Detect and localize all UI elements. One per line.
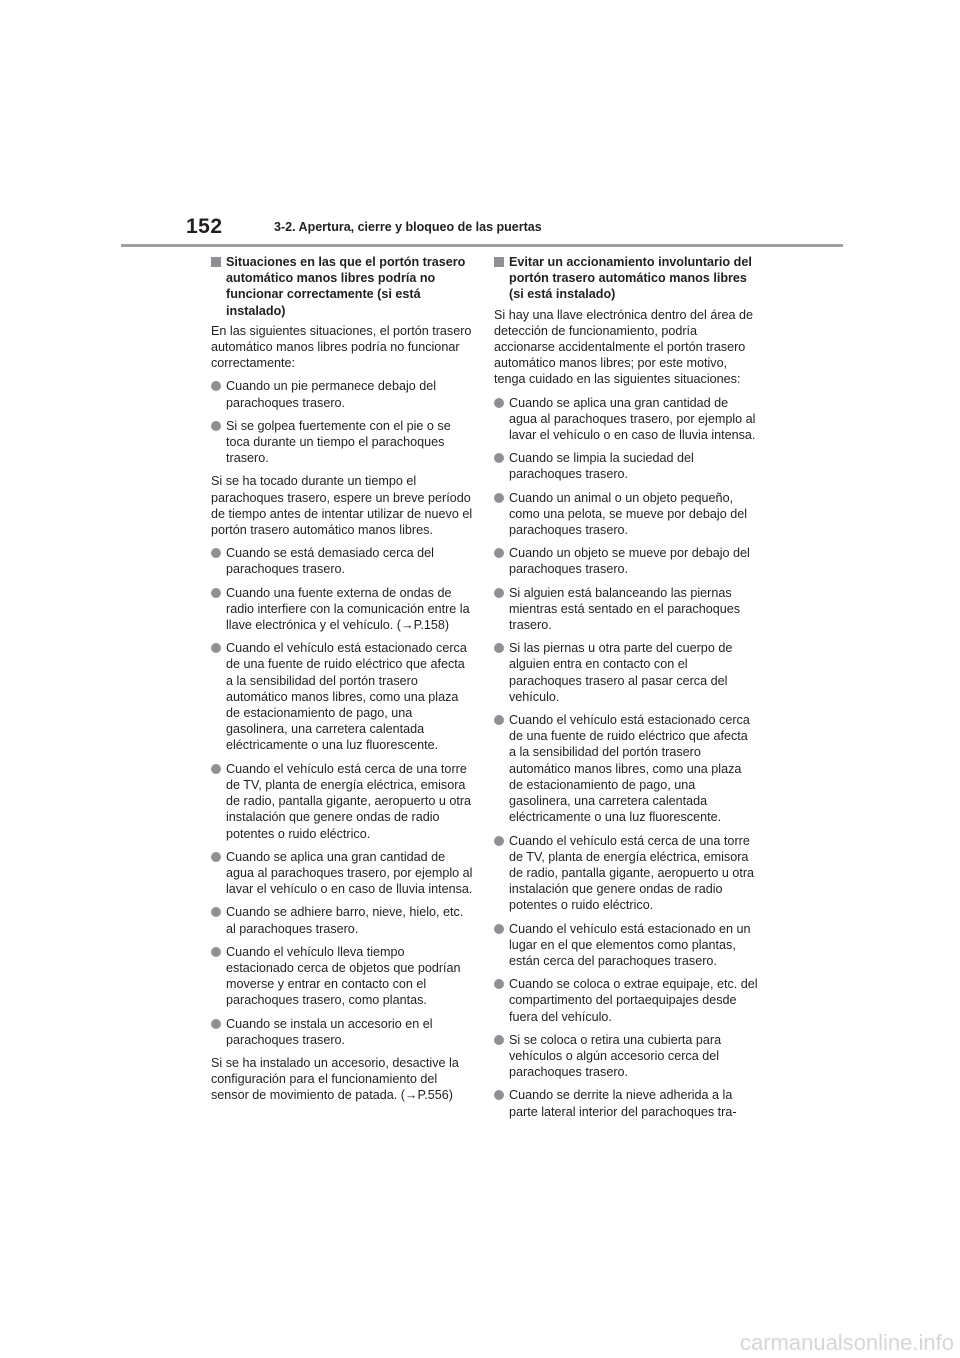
chapter-title: 3-2. Apertura, cierre y bloqueo de las puertas [274,220,542,234]
list-item [211,904,475,936]
list-item [494,395,758,444]
right-column [494,254,758,1127]
header-divider [121,244,843,247]
section-heading [494,254,758,303]
section-heading-text: Situaciones en las que el portón trasero automático manos libres podría no funcionar correctamente (si está instalado) [226,255,466,318]
list-item [494,640,758,705]
round-bullet-icon [494,715,504,725]
item-text: Si se coloca o retira una cubierta para vehículos o algún accesorio cerca del parachoques trasero. [509,1032,722,1080]
left-column [211,254,475,1111]
list-item [494,585,758,634]
item-text: Cuando el vehículo está estacionado cerca de una fuente de ruido eléctrico que afecta a la sensibilidad del portón trasero automático manos libres, como una plaza de estacionamiento de pago, una gasolinera, una carretera calentada eléctricamente o una luz fluorescente. [226,641,467,753]
item-text: Cuando se está demasiado cerca del parachoques trasero. [226,546,434,577]
list-item [494,712,758,825]
item-text: Si las piernas u otra parte del cuerpo de alguien entra en contacto con el parachoques trasero al pasar cerca del vehículo. [509,641,733,704]
round-bullet-icon [494,1035,504,1045]
note-paragraph [211,473,475,538]
list-item [211,378,475,410]
list-item [494,450,758,482]
bullet-list [211,378,475,1103]
item-text: Cuando una fuente externa de ondas de radio interfiere con la comunicación entre la llave electrónica y el vehículo. (→P.158) [226,585,470,633]
round-bullet-icon [494,643,504,653]
item-text: Cuando se aplica una gran cantidad de agua al parachoques trasero, por ejemplo al lavar el vehículo o en caso de lluvia intensa. [226,849,473,897]
list-item [494,976,758,1025]
list-item [211,761,475,842]
item-text: Cuando un pie permanece debajo del parachoques trasero. [226,379,437,410]
list-item [211,545,475,577]
item-text: Si alguien está balanceando las piernas mientras está sentado en el parachoques trasero. [509,585,741,633]
list-item [494,1087,758,1119]
intro-paragraph: En las siguientes situaciones, el portón trasero automático manos libres podría no funcionar correctamente: [211,323,472,371]
square-bullet-icon [211,257,221,267]
round-bullet-icon [494,1090,504,1100]
item-text: Si se golpea fuertemente con el pie o se toca durante un tiempo el parachoques trasero. [226,418,451,466]
list-item [211,640,475,753]
square-bullet-icon [494,257,504,267]
item-text: Si se ha tocado durante un tiempo el parachoques trasero, espere un breve período de tiempo antes de intentar utilizar de nuevo el portón trasero automático manos libres. [211,474,473,538]
round-bullet-icon [494,924,504,934]
watermark-link[interactable]: carmanualsonline.info [739,1330,954,1355]
section-heading-text: Evitar un accionamiento involuntario del portón trasero automático manos libres (si está instalado) [509,255,752,302]
round-bullet-icon [211,764,221,774]
item-text: Cuando un animal o un objeto pequeño, como una pelota, se mueve por debajo del parachoques trasero. [509,490,748,538]
round-bullet-icon [211,643,221,653]
item-text: Cuando el vehículo está cerca de una torre de TV, planta de energía eléctrica, emisora de radio, pantalla gigante, aeropuerto u otra instalación que genere ondas de radio potentes o ruido eléctrico. [509,833,755,913]
list-item [494,490,758,539]
item-text: Cuando se derrite la nieve adherida a la parte lateral interior del parachoques tra- [509,1088,737,1119]
round-bullet-icon [494,979,504,989]
round-bullet-icon [211,421,221,431]
round-bullet-icon [211,381,221,391]
intro-paragraph: Si hay una llave electrónica dentro del área de detección de funcionamiento, podría accionarse accidentalmente el portón trasero automático manos libres; por este motivo, tenga cuidado en las siguientes situaciones: [494,307,754,387]
round-bullet-icon [494,548,504,558]
bullet-list [494,395,758,1120]
page-header [0,0,960,250]
item-text: Cuando se limpia la suciedad del parachoques trasero. [509,451,694,482]
round-bullet-icon [211,947,221,957]
list-item [211,849,475,898]
round-bullet-icon [211,1019,221,1029]
round-bullet-icon [494,398,504,408]
list-item [494,1032,758,1081]
item-text: Cuando el vehículo está estacionado en un lugar en el que elementos como plantas, están cerca del parachoques trasero. [509,921,751,968]
page-number: 152 [186,215,223,238]
round-bullet-icon [494,493,504,503]
list-item [211,418,475,467]
round-bullet-icon [211,588,221,598]
item-text: Cuando se instala un accesorio en el parachoques trasero. [226,1016,433,1047]
item-text: Cuando se coloca o extrae equipaje, etc. del compartimento del portaequipajes desde fuera del vehículo. [509,977,758,1024]
round-bullet-icon [494,836,504,846]
item-text: Cuando se adhiere barro, nieve, hielo, etc. al parachoques trasero. [226,905,464,936]
list-item [211,1016,475,1048]
list-item [494,833,758,914]
round-bullet-icon [494,588,504,598]
item-text: Si se ha instalado un accesorio, desactive la configuración para el funcionamiento del sensor de movimiento de patada. (→P.556) [211,1055,459,1103]
item-text: Cuando un objeto se mueve por debajo del parachoques trasero. [509,546,750,577]
list-item [211,944,475,1009]
item-text: Cuando el vehículo está estacionado cerca de una fuente de ruido eléctrico que afecta a la sensibilidad del portón trasero automático manos libres, como una plaza de estacionamiento de pago, una gasolinera, una carretera calentada eléctricamente o una luz fluorescente. [509,713,750,825]
item-text: Cuando el vehículo lleva tiempo estacionado cerca de objetos que podrían moverse y entrar en contacto con el parachoques trasero, como plantas. [226,944,461,1008]
round-bullet-icon [211,852,221,862]
list-item [211,585,475,634]
round-bullet-icon [494,453,504,463]
item-text: Cuando el vehículo está cerca de una torre de TV, planta de energía eléctrica, emisora de radio, pantalla gigante, aeropuerto u otra instalación que genere ondas de radio potentes o ruido eléctrico. [226,761,472,841]
section-heading [211,254,475,319]
round-bullet-icon [211,907,221,917]
list-item [494,545,758,577]
note-paragraph [211,1055,475,1104]
item-text: Cuando se aplica una gran cantidad de agua al parachoques trasero, por ejemplo al lavar el vehículo o en caso de lluvia intensa. [509,395,756,443]
round-bullet-icon [211,548,221,558]
list-item [494,921,758,970]
